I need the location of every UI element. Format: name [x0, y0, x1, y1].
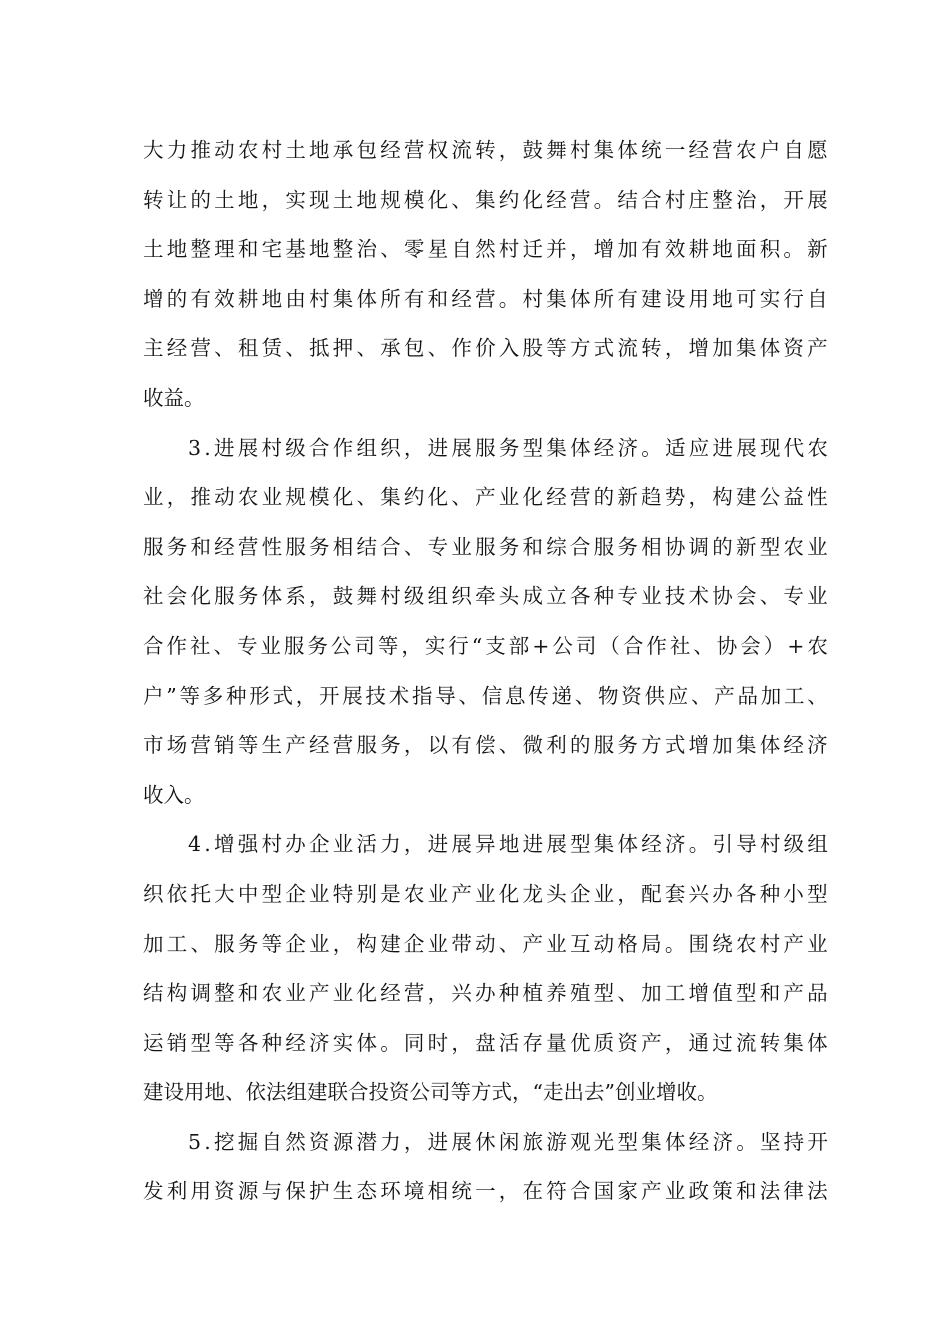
text-line: 土 地 整 理 和 宅 基 地 整 治 、 零 星 自 然 村 迁 并 ， 增 加 有 效 耕 地 面 积 。 新 [143, 237, 828, 262]
text-line: 结 构 调 整 和 农 业 产 业 化 经 营 ， 兴 办 种 植 养 殖 型 、 加 工 增 值 型 和 产 品 [143, 981, 828, 1006]
text-line: 业 ， 推 动 农 业 规 模 化 、 集 约 化 、 产 业 化 经 营 的 新 趋 势 ， 构 建 公 益 性 [143, 485, 828, 510]
paragraph-first-line: 3 . 进 展 村 级 合 作 组 织 ， 进 展 服 务 型 集 体 经 济 。 适 应 进 展 现 代 农 [188, 435, 828, 460]
text-line: 运 销 型 等 各 种 经 济 实 体 。 同 时 ， 盘 活 存 量 优 质 资 产 ， 通 过 流 转 集 体 [143, 1030, 828, 1055]
document-body [143, 126, 828, 1217]
text-line: 社 会 化 服 务 体 系 ， 鼓 舞 村 级 组 织 牵 头 成 立 各 种 专 业 技 术 协 会 、 专 业 [143, 584, 828, 609]
text-line: 增 的 有 效 耕 地 由 村 集 体 所 有 和 经 营 。 村 集 体 所 有 建 设 用 地 可 实 行 自 [143, 286, 828, 311]
text-line: 收入。 [143, 782, 205, 807]
text-line: 市 场 营 销 等 生 产 经 营 服 务 ， 以 有 偿 、 微 利 的 服 务 方 式 增 加 集 体 经 济 [143, 733, 828, 758]
paragraph-first-line: 5 . 挖 掘 自 然 资 源 潜 力 ， 进 展 休 闲 旅 游 观 光 型 集 体 经 济 。 坚 持 开 [188, 1129, 828, 1154]
text-line: 合 作 社 、 专 业 服 务 公 司 等 ， 实 行 “ 支 部 + 公 司 （ 合 作 社 、 协 会 ） + 农 [143, 633, 828, 658]
text-line: 建设用地、依法组建联合投资公司等方式，“走出去”创业增收。 [143, 1080, 718, 1105]
text-line: 户 ” 等 多 种 形 式 ， 开 展 技 术 指 导 、 信 息 传 递 、 物 资 供 应 、 产 品 加 工 、 [143, 683, 828, 708]
text-line: 收益。 [143, 385, 205, 410]
text-line: 大 力 推 动 农 村 土 地 承 包 经 营 权 流 转 ， 鼓 舞 村 集 体 统 一 经 营 农 户 自 愿 [143, 138, 828, 162]
text-line: 加 工 、 服 务 等 企 业 ， 构 建 企 业 带 动 、 产 业 互 动 格 局 。 围 绕 农 村 产 业 [143, 931, 828, 956]
text-line: 发 利 用 资 源 与 保 护 生 态 环 境 相 统 一 ， 在 符 合 国 家 产 业 政 策 和 法 律 法 [143, 1179, 828, 1204]
paragraph-first-line: 4 . 增 强 村 办 企 业 活 力 ， 进 展 异 地 进 展 型 集 体 经 济 。 引 导 村 级 组 [188, 832, 828, 857]
text-line: 转 让 的 土 地 ， 实 现 土 地 规 模 化 、 集 约 化 经 营 。 结 合 村 庄 整 治 ， 开 展 [143, 187, 828, 212]
text-line: 服 务 和 经 营 性 服 务 相 结 合 、 专 业 服 务 和 综 合 服 务 相 协 调 的 新 型 农 业 [143, 534, 828, 559]
text-line: 主 经 营 、 租 赁 、 抵 押 、 承 包 、 作 价 入 股 等 方 式 流 转 ， 增 加 集 体 资 产 [143, 336, 828, 361]
text-line: 织 依 托 大 中 型 企 业 特 别 是 农 业 产 业 化 龙 头 企 业 ， 配 套 兴 办 各 种 小 型 [143, 881, 828, 906]
